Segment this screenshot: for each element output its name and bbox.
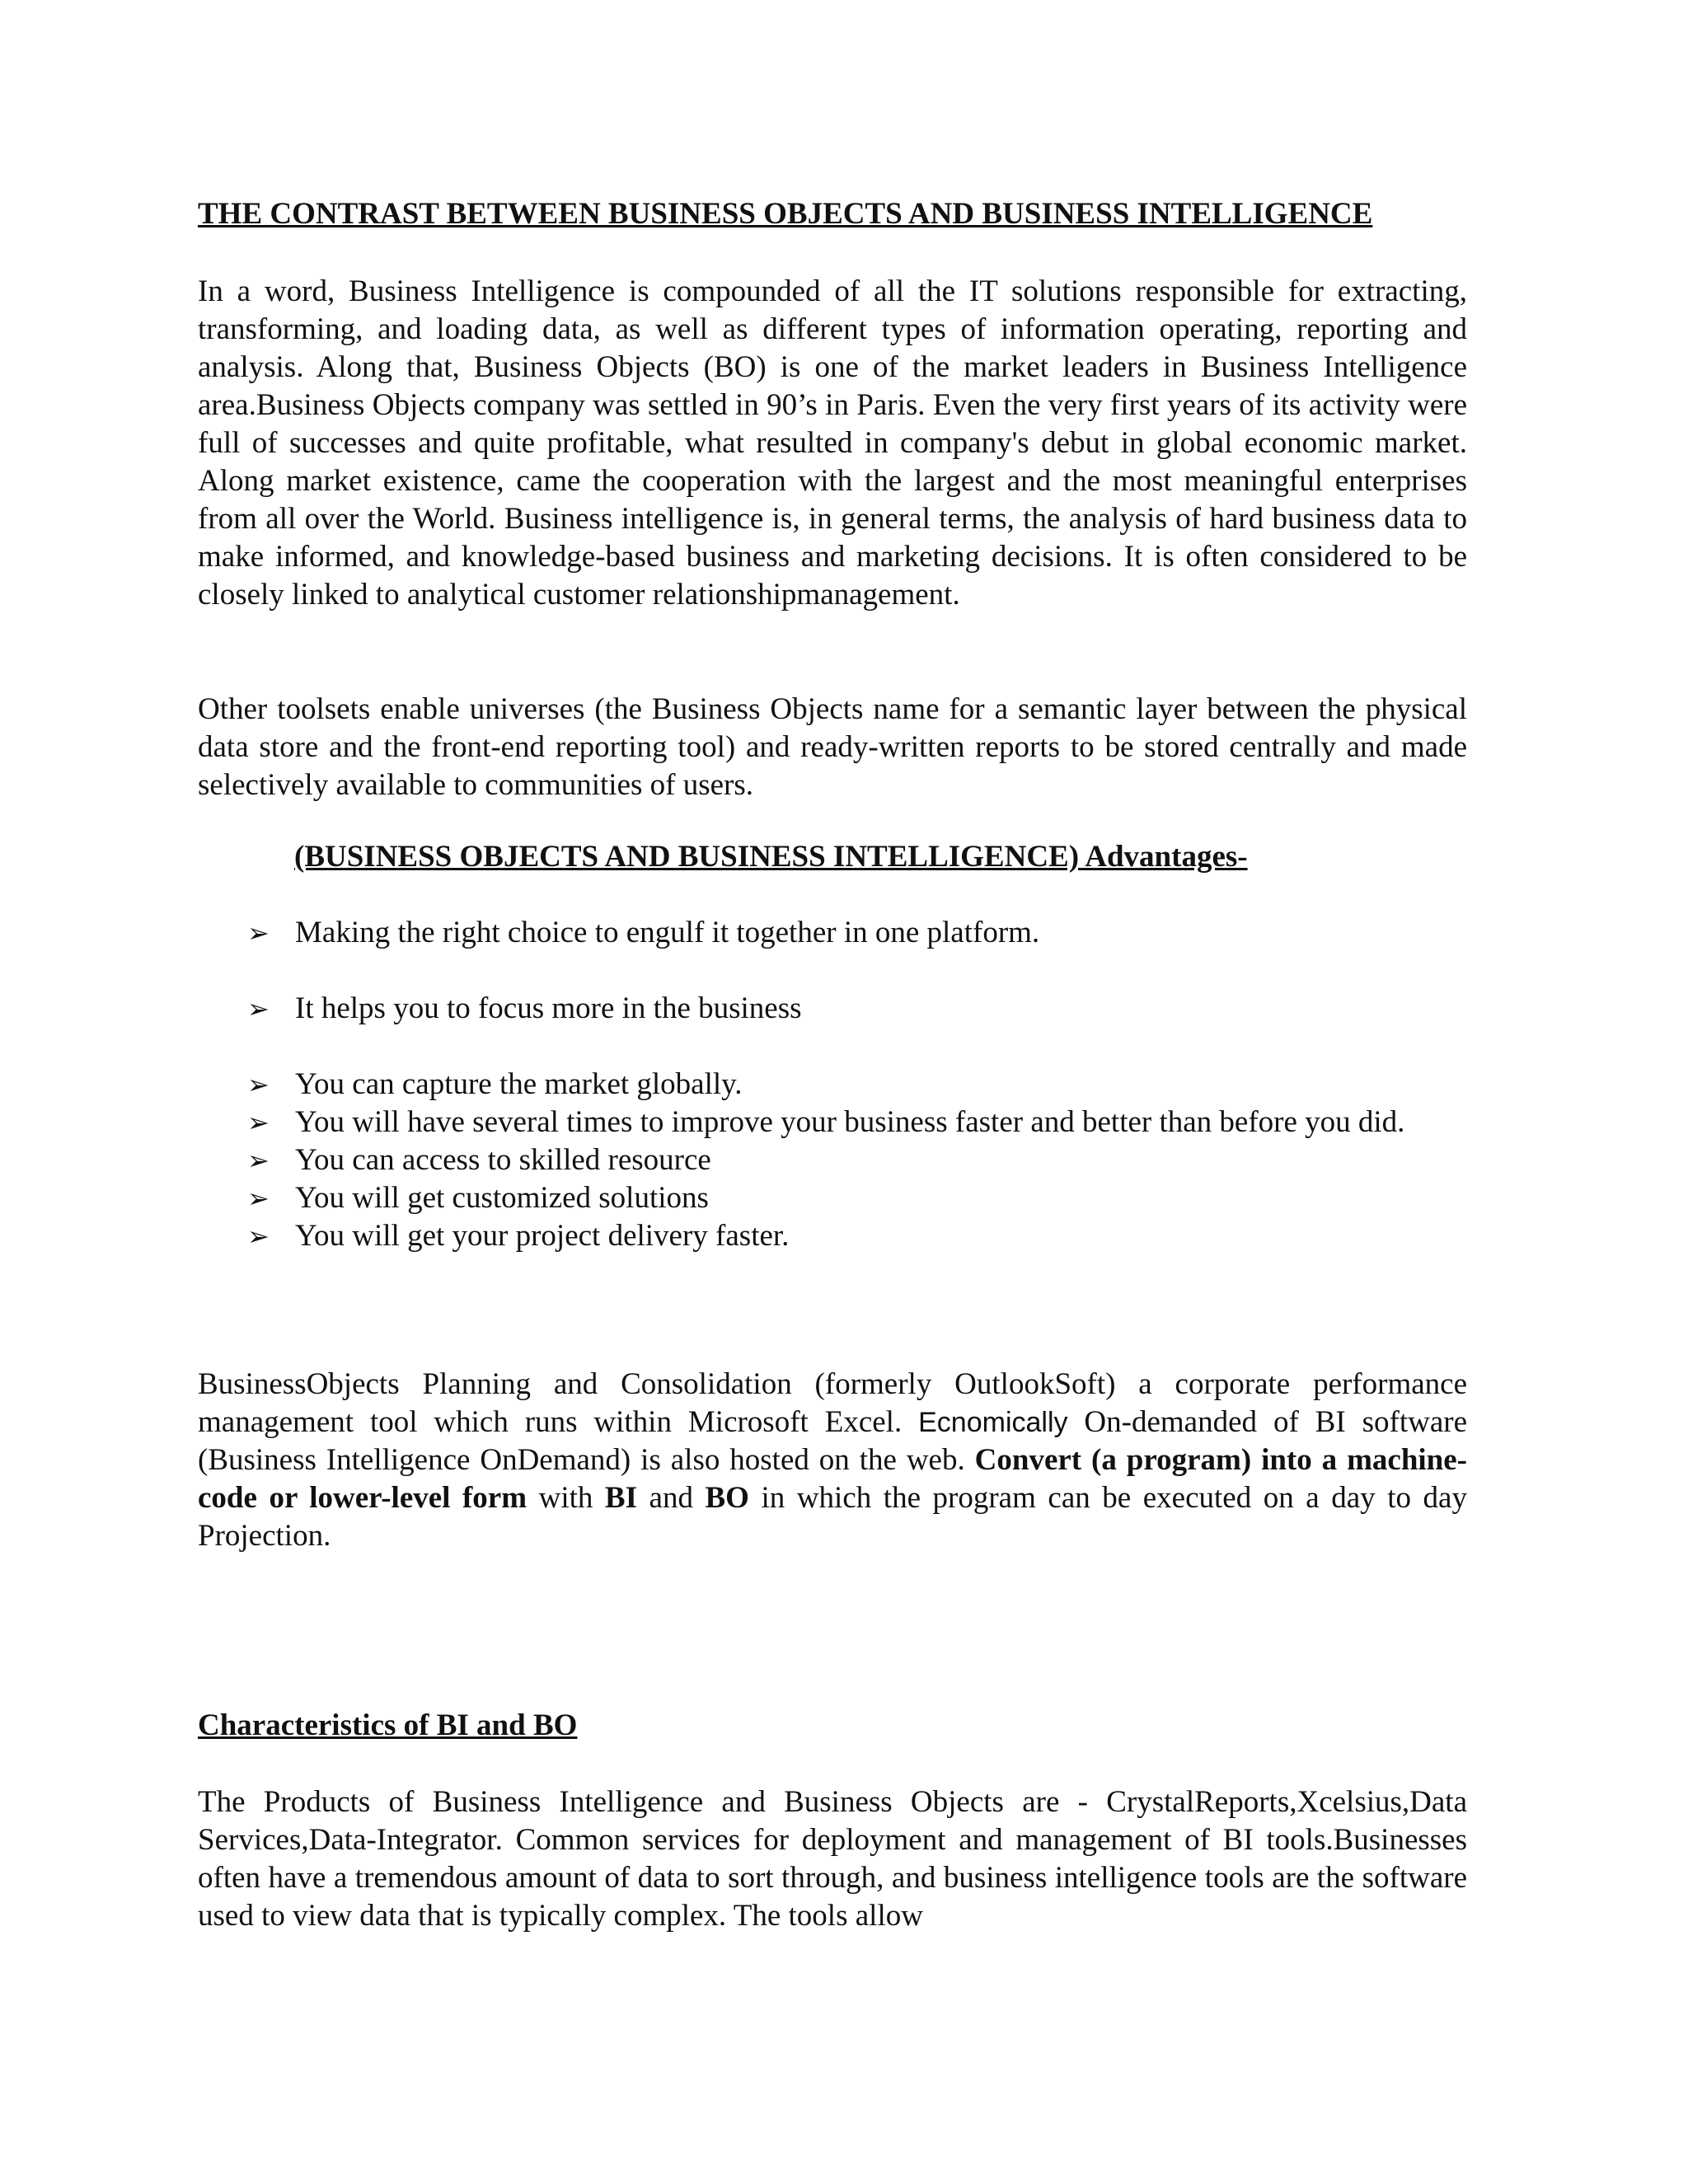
list-item: ➢ You will get customized solutions [247, 1179, 1467, 1217]
characteristics-heading: Characteristics of BI and BO [198, 1708, 578, 1742]
arrow-bullet-icon: ➢ [247, 993, 270, 1024]
arrow-bullet-icon: ➢ [247, 1145, 270, 1176]
arrow-bullet-icon: ➢ [247, 1069, 270, 1100]
arrow-bullet-icon: ➢ [247, 1107, 270, 1138]
planning-paragraph: BusinessObjects Planning and Consolidation (formerly OutlookSoft) a corporate performance management tool which runs within Microsoft Excel. Ecnomically On-demanded of BI software (Business Intelligence OnDemand) is also hosted on the web. Convert (a program) into a machine-code or lower-level form with BI and BO in which the program can be executed on a day to day Projection. [198, 1367, 1467, 1553]
arrow-bullet-icon: ➢ [247, 917, 270, 949]
page-title: THE CONTRAST BETWEEN BUSINESS OBJECTS AND BUSINESS INTELLIGENCE [198, 197, 1373, 231]
advantages-list-group-2 [247, 990, 1467, 1028]
characteristics-paragraph: The Products of Business Intelligence and Business Objects are - CrystalReports,Xcelsius,Data Services,Data-Integrator. Common services for deployment and management of BI tools.Businesses often have a tremendous amount of data to sort through, and business intelligence tools are the software used to view data that is typically complex. The tools allow [198, 1785, 1467, 1933]
list-item: ➢ You will get your project delivery faster. [247, 1217, 1467, 1255]
list-item: ➢ You can access to skilled resource [247, 1141, 1467, 1179]
list-item: ➢ It helps you to focus more in the business [247, 990, 1467, 1028]
list-item: ➢ You can capture the market globally. [247, 1066, 1467, 1104]
advantages-list-group-1 [247, 914, 1467, 952]
list-item: ➢ Making the right choice to engulf it together in one platform. [247, 914, 1467, 952]
intro-paragraph: In a word, Business Intelligence is compounded of all the IT solutions responsible for extracting, transforming, and loading data, as well as different types of information operating, reporting and analysis. Along that, Business Objects (BO) is one of the market leaders in Business Intelligence area.Business Objects company was settled in 90’s in Paris. Even the very first years of its activity were full of successes and quite profitable, what resulted in company's debut in global economic market. Along market existence, came the cooperation with the largest and the most meaningful enterprises from all over the World. Business intelligence is, in general terms, the analysis of hard business data to make informed, and knowledge-based business and marketing decisions. It is often considered to be closely linked to analytical customer relationshipmanagement. [198, 274, 1467, 612]
toolsets-paragraph: Other toolsets enable universes (the Business Objects name for a semantic layer between the physical data store and the front-end reporting tool) and ready-written reports to be stored centrally and made selectively available to communities of users. [198, 692, 1467, 802]
advantages-list-group-3 [247, 1066, 1467, 1255]
arrow-bullet-icon: ➢ [247, 1221, 270, 1252]
list-item: ➢ You will have several times to improve your business faster and better than before you did. [247, 1104, 1467, 1141]
advantages-heading: (BUSINESS OBJECTS AND BUSINESS INTELLIGENCE) Advantages- [294, 840, 1248, 874]
arrow-bullet-icon: ➢ [247, 1183, 270, 1214]
